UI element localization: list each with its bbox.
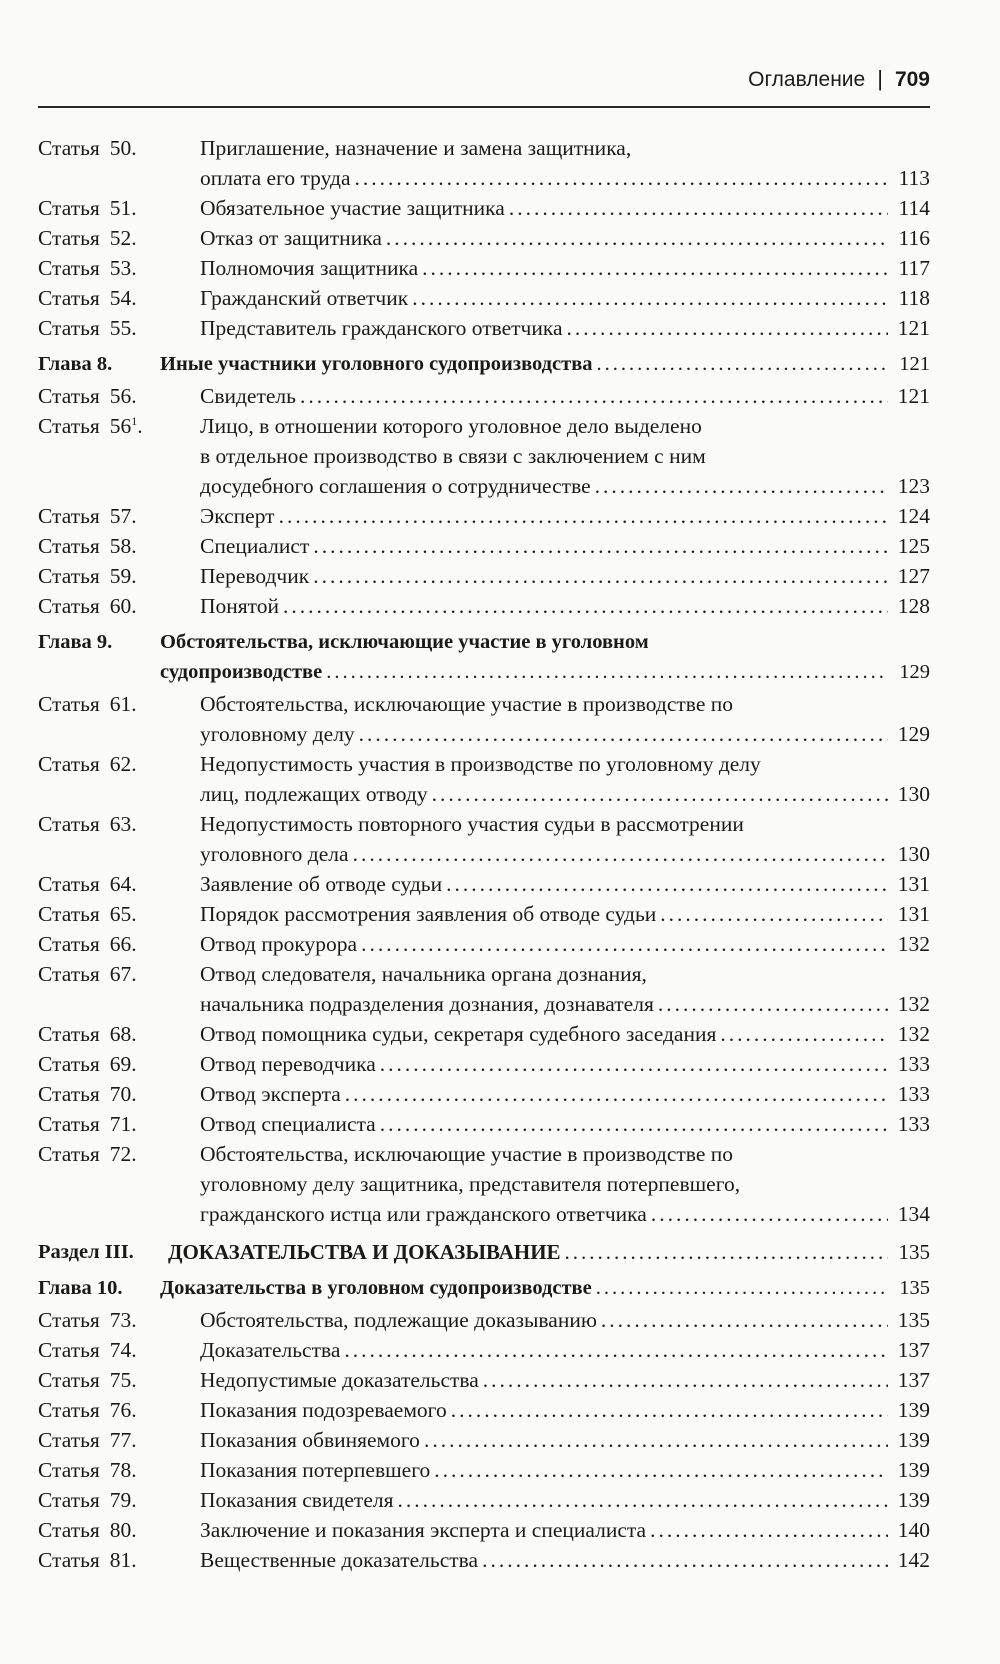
entry-label: [38, 1425, 137, 1455]
entry-page-number: 132: [897, 992, 930, 1016]
entry-label: [38, 1049, 137, 1079]
entry-title-line: Доказательства в уголовном судопроизводстве: [160, 1277, 592, 1299]
toc-article-entry: [38, 253, 930, 283]
entry-title-line: Заключение и показания эксперта и специалиста: [200, 1518, 647, 1542]
entry-label: [38, 1485, 137, 1515]
toc-article-entry: [38, 313, 930, 343]
entry-label: [38, 193, 137, 223]
entry-page-number: 139: [897, 1458, 930, 1482]
dot-leader: [597, 349, 888, 379]
entry-title-line: Недопустимость участия в производстве по уголовному делу: [200, 752, 761, 776]
entry-title-line: Показания потерпевшего: [200, 1458, 431, 1482]
toc-article-entry: [38, 899, 930, 929]
entry-label-text: Статья: [38, 1458, 100, 1482]
dot-leader: [353, 839, 888, 869]
entry-title-line: Порядок рассмотрения заявления об отводе судьи: [200, 902, 657, 926]
dot-leader: [300, 381, 888, 411]
entry-number: 74.: [109, 1338, 137, 1362]
toc-article-entry: [38, 1335, 930, 1365]
dot-leader: [283, 591, 888, 621]
entry-number: 72.: [109, 1142, 137, 1166]
entry-title-line: Обстоятельства, исключающие участие в производстве по: [200, 692, 733, 716]
entry-page-number: 124: [897, 504, 930, 528]
entry-title-line: Полномочия защитника: [200, 256, 419, 280]
toc-article-entry: [38, 1365, 930, 1395]
entry-page-number: 139: [897, 1488, 930, 1512]
entry-label: [38, 1273, 123, 1303]
entry-number-superscript: 1: [131, 413, 138, 428]
entry-page-number: 133: [897, 1112, 930, 1136]
entry-title-line: ДОКАЗАТЕЛЬСТВА И ДОКАЗЫВАНИЕ: [168, 1240, 561, 1264]
dot-leader: [344, 1335, 888, 1365]
entry-number: 54.: [109, 286, 137, 310]
entry-title-line: Свидетель: [200, 384, 296, 408]
entry-title-line: уголовного дела: [200, 842, 349, 866]
toc-article-entry: [38, 959, 930, 1019]
entry-label-text: Статья: [38, 1112, 100, 1136]
dot-leader: [361, 929, 888, 959]
entry-number: 65.: [109, 902, 137, 926]
entry-label-text: Статья: [38, 564, 100, 588]
entry-page-number: 140: [897, 1518, 930, 1542]
entry-label: [38, 591, 137, 621]
entry-number: 75.: [109, 1368, 137, 1392]
entry-label-text: Статья: [38, 594, 100, 618]
entry-label-text: Статья: [38, 1338, 100, 1362]
entry-number: 71.: [109, 1112, 137, 1136]
entry-label-text: Глава 8.: [38, 353, 113, 375]
header-separator: |: [877, 66, 883, 91]
entry-page-number: 129: [899, 661, 930, 683]
entry-label: [38, 1019, 137, 1049]
dot-leader: [398, 1485, 889, 1515]
entry-page-number: 121: [897, 384, 930, 408]
dot-leader: [446, 869, 888, 899]
entry-label-text: Статья: [38, 1082, 100, 1106]
entry-title-line: Отвод переводчика: [200, 1052, 376, 1076]
entry-title-line: уголовному делу защитника, представителя потерпевшего,: [200, 1172, 741, 1196]
entry-page-number: 131: [897, 902, 930, 926]
entry-label: [38, 561, 137, 591]
entry-page-number: 142: [897, 1548, 930, 1572]
entry-label: [38, 869, 137, 899]
toc-article-entry: [38, 531, 930, 561]
toc-article-entry: [38, 1485, 930, 1515]
entry-page-number: 132: [897, 932, 930, 956]
entry-label-text: Статья: [38, 872, 100, 896]
entry-number: 64.: [109, 872, 137, 896]
entry-page-number: 128: [897, 594, 930, 618]
entry-title-line: Обязательное участие защитника: [200, 196, 505, 220]
entry-page-number: 139: [897, 1428, 930, 1452]
toc-article-entry: [38, 1109, 930, 1139]
entry-number: 66.: [109, 932, 137, 956]
dot-leader: [483, 1365, 888, 1395]
entry-number: 68.: [109, 1022, 137, 1046]
toc-article-entry: [38, 591, 930, 621]
toc-article-entry: [38, 1139, 930, 1229]
dot-leader: [432, 779, 888, 809]
entry-page-number: 135: [898, 1240, 930, 1264]
entry-title-line: Показания свидетеля: [200, 1488, 394, 1512]
entry-label: [38, 501, 137, 531]
entry-label: [38, 1079, 137, 1109]
toc-article-entry: [38, 1395, 930, 1425]
entry-number: 77.: [109, 1428, 137, 1452]
entry-title-line: Вещественные доказательства: [200, 1548, 479, 1572]
entry-title-line: Обстоятельства, исключающие участие в уголовном: [160, 631, 649, 653]
entry-page-number: 118: [898, 286, 930, 310]
entry-number: 58.: [109, 534, 137, 558]
toc-section-entry: [38, 1237, 930, 1267]
entry-title-line: Отвод эксперта: [200, 1082, 341, 1106]
entry-label: [38, 959, 137, 989]
entry-label: [38, 899, 137, 929]
entry-label: [38, 1395, 137, 1425]
dot-leader: [386, 223, 888, 253]
entry-title-line: Отвод прокурора: [200, 932, 358, 956]
dot-leader: [658, 989, 888, 1019]
entry-page-number: 130: [897, 842, 930, 866]
entry-title-line: Показания подозреваемого: [200, 1398, 447, 1422]
dot-leader: [326, 657, 888, 687]
dot-leader: [565, 1237, 888, 1267]
entry-label-text: Статья: [38, 384, 100, 408]
toc-article-entry: [38, 381, 930, 411]
entry-label: [38, 1515, 137, 1545]
entry-label-text: Статья: [38, 1548, 100, 1572]
entry-label-text: Статья: [38, 256, 100, 280]
entry-label-text: Глава 9.: [38, 631, 113, 653]
entry-label: [38, 349, 112, 379]
entry-title-line: Переводчик: [200, 564, 310, 588]
dot-leader: [601, 1305, 888, 1335]
entry-number: 67.: [109, 962, 137, 986]
toc-article-entry: [38, 133, 930, 193]
entry-number: 78.: [109, 1458, 137, 1482]
entry-number: 76.: [109, 1398, 137, 1422]
entry-label: [38, 223, 137, 253]
toc-article-entry: [38, 869, 930, 899]
entry-title-line: Заявление об отводе судьи: [200, 872, 443, 896]
entry-number: 69.: [109, 1052, 137, 1076]
entry-title-line: уголовному делу: [200, 722, 355, 746]
entry-page-number: 139: [897, 1398, 930, 1422]
dot-leader: [422, 253, 888, 283]
entry-number: $56^1$.: [109, 413, 143, 438]
entry-title-line: Отказ от защитника: [200, 226, 382, 250]
entry-label-text: Статья: [38, 752, 100, 776]
entry-number: 50.: [109, 136, 137, 160]
dot-leader: [313, 531, 888, 561]
entry-number: 73.: [109, 1308, 137, 1332]
entry-label: [38, 411, 143, 441]
dot-leader: [434, 1455, 888, 1485]
entry-page-number: 137: [897, 1338, 930, 1362]
entry-label: [38, 749, 137, 779]
entry-label-text: Статья: [38, 1398, 100, 1422]
entry-title-line: Показания обвиняемого: [200, 1428, 420, 1452]
entry-number: 70.: [109, 1082, 137, 1106]
entry-number: 62.: [109, 752, 137, 776]
dot-leader: [412, 283, 888, 313]
entry-label: [38, 1365, 137, 1395]
toc-article-entry: [38, 193, 930, 223]
entry-label-text: Статья: [38, 1368, 100, 1392]
dot-leader: [595, 471, 888, 501]
toc-article-entry: [38, 1515, 930, 1545]
entry-number: 60.: [109, 594, 137, 618]
entry-title-line: Гражданский ответчик: [200, 286, 409, 310]
entry-label: [38, 283, 137, 313]
entry-label: [38, 1305, 137, 1335]
entry-title-line: досудебного соглашения о сотрудничестве: [200, 474, 591, 498]
entry-page-number: 137: [897, 1368, 930, 1392]
entry-label-text: Статья: [38, 1518, 100, 1542]
entry-label-text: Статья: [38, 692, 100, 716]
entry-title-line: Отвод специалиста: [200, 1112, 376, 1136]
entry-title-line: Эксперт: [200, 504, 275, 528]
toc-article-entry: [38, 929, 930, 959]
entry-label-text: Статья: [38, 286, 100, 310]
dot-leader: [651, 1199, 888, 1229]
entry-page-number: 125: [897, 534, 930, 558]
toc-article-entry: [38, 749, 930, 809]
entry-number: 61.: [109, 692, 137, 716]
entry-page-number: 121: [897, 316, 930, 340]
entry-page-number: 131: [897, 872, 930, 896]
entry-title-line: Иные участники уголовного судопроизводства: [160, 353, 593, 375]
entry-label: [38, 929, 137, 959]
entry-label-text: Статья: [38, 1488, 100, 1512]
entry-label: [38, 1455, 137, 1485]
dot-leader: [650, 1515, 888, 1545]
entry-title-line: Отвод помощника судьи, секретаря судебного заседания: [200, 1022, 717, 1046]
entry-number: 79.: [109, 1488, 137, 1512]
toc-article-entry: [38, 283, 930, 313]
entry-number: 81.: [109, 1548, 137, 1572]
entry-number: 52.: [109, 226, 137, 250]
toc-article-entry: [38, 1305, 930, 1335]
dot-leader: [355, 163, 889, 193]
toc-chapter-entry: [38, 627, 930, 687]
dot-leader: [720, 1019, 888, 1049]
entry-title-line: оплата его труда: [200, 166, 351, 190]
toc-article-entry: [38, 1425, 930, 1455]
entry-label-text: Статья: [38, 316, 100, 340]
dot-leader: [509, 193, 888, 223]
toc-chapter-entry: [38, 1273, 930, 1303]
entry-label-text: Статья: [38, 962, 100, 986]
entry-number: 55.: [109, 316, 137, 340]
toc-article-entry: [38, 689, 930, 749]
toc-article-entry: [38, 223, 930, 253]
entry-title-line: Лицо, в отношении которого уголовное дело выделено: [200, 414, 702, 438]
entry-label: [38, 253, 137, 283]
dot-leader: [451, 1395, 888, 1425]
dot-leader: [424, 1425, 888, 1455]
entry-page-number: 129: [897, 722, 930, 746]
entry-label-text: Статья: [38, 932, 100, 956]
entry-page-number: 121: [899, 353, 930, 375]
dot-leader: [359, 719, 888, 749]
entry-page-number: 132: [897, 1022, 930, 1046]
entry-label: [38, 627, 112, 657]
entry-page-number: 135: [899, 1277, 930, 1299]
entry-label: [38, 1109, 137, 1139]
entry-title-line: Обстоятельства, исключающие участие в производстве по: [200, 1142, 733, 1166]
entry-number: 51.: [109, 196, 137, 220]
toc-article-entry: [38, 809, 930, 869]
dot-leader: [482, 1545, 888, 1575]
entry-number: 80.: [109, 1518, 137, 1542]
dot-leader: [660, 899, 888, 929]
entry-label-text: Статья: [38, 136, 100, 160]
entry-number: 59.: [109, 564, 137, 588]
entry-title-line: Специалист: [200, 534, 310, 558]
entry-number: 56.: [109, 384, 137, 408]
dot-leader: [380, 1109, 888, 1139]
entry-label: [38, 689, 137, 719]
entry-number: 63.: [109, 812, 137, 836]
entry-title-line: Представитель гражданского ответчика: [200, 316, 563, 340]
entry-page-number: 133: [897, 1052, 930, 1076]
entry-page-number: 116: [898, 226, 930, 250]
toc-chapter-entry: [38, 349, 930, 379]
entry-label-text: Статья: [38, 534, 100, 558]
entry-label: [38, 1335, 137, 1365]
entry-label: [38, 809, 137, 839]
entry-title-line: Недопустимые доказательства: [200, 1368, 479, 1392]
entry-label-text: Статья: [38, 226, 100, 250]
toc-article-entry: [38, 411, 930, 501]
entry-label-text: Статья: [38, 1022, 100, 1046]
entry-label: [38, 381, 137, 411]
entry-page-number: 114: [898, 196, 930, 220]
entry-page-number: 113: [898, 166, 930, 190]
entry-page-number: 135: [897, 1308, 930, 1332]
entry-label-text: Статья: [38, 1428, 100, 1452]
dot-leader: [345, 1079, 888, 1109]
dot-leader: [596, 1273, 888, 1303]
entry-label-text: Статья: [38, 414, 100, 438]
entry-label-text: Статья: [38, 902, 100, 926]
toc-article-entry: [38, 1019, 930, 1049]
entry-title-line: Приглашение, назначение и замена защитника,: [200, 136, 632, 160]
toc-article-entry: [38, 561, 930, 591]
entry-page-number: 123: [897, 474, 930, 498]
entry-number: 57.: [109, 504, 137, 528]
entry-label-text: Статья: [38, 196, 100, 220]
toc-article-entry: [38, 1455, 930, 1485]
entry-label: [38, 1545, 137, 1575]
entry-label: [38, 313, 137, 343]
entry-label: [38, 531, 137, 561]
header-page-number: 709: [894, 68, 930, 91]
toc-article-entry: [38, 1079, 930, 1109]
entry-label-text: Глава 10.: [38, 1277, 123, 1299]
entry-title-line: гражданского истца или гражданского ответчика: [200, 1202, 647, 1226]
entry-number: 53.: [109, 256, 137, 280]
entry-page-number: 133: [897, 1082, 930, 1106]
dot-leader: [313, 561, 888, 591]
entry-label-text: Статья: [38, 1308, 100, 1332]
entry-title-line: в отдельное производство в связи с заключением с ним: [200, 444, 706, 468]
entry-label: [38, 133, 137, 163]
header-title: Оглавление: [748, 68, 866, 91]
entry-title-line: Отвод следователя, начальника органа дознания,: [200, 962, 647, 986]
entry-label-text: Статья: [38, 1142, 100, 1166]
dot-leader: [567, 313, 888, 343]
toc-article-entry: [38, 501, 930, 531]
dot-leader: [380, 1049, 888, 1079]
entry-label-text: Статья: [38, 1052, 100, 1076]
entry-label: [38, 1139, 137, 1169]
entry-title-line: Обстоятельства, подлежащие доказыванию: [200, 1308, 597, 1332]
entry-title-line: Доказательства: [200, 1338, 341, 1362]
entry-page-number: 127: [897, 564, 930, 588]
entry-page-number: 134: [897, 1202, 930, 1226]
entry-label: [38, 1237, 134, 1267]
entry-title-line: лиц, подлежащих отводу: [200, 782, 428, 806]
entry-label-text: Статья: [38, 812, 100, 836]
toc-article-entry: [38, 1049, 930, 1079]
entry-label-text: Статья: [38, 504, 100, 528]
dot-leader: [279, 501, 888, 531]
entry-label-text: Раздел III.: [38, 1241, 134, 1263]
entry-title-line: Недопустимость повторного участия судьи в рассмотрении: [200, 812, 744, 836]
entry-title-line: Понятой: [200, 594, 280, 618]
entry-page-number: 130: [897, 782, 930, 806]
entry-page-number: 117: [898, 256, 930, 280]
table-of-contents: [38, 133, 930, 1575]
running-header: [38, 66, 930, 108]
entry-title-line: судопроизводстве: [160, 661, 323, 683]
toc-article-entry: [38, 1545, 930, 1575]
entry-title-line: начальника подразделения дознания, дознавателя: [200, 992, 654, 1016]
